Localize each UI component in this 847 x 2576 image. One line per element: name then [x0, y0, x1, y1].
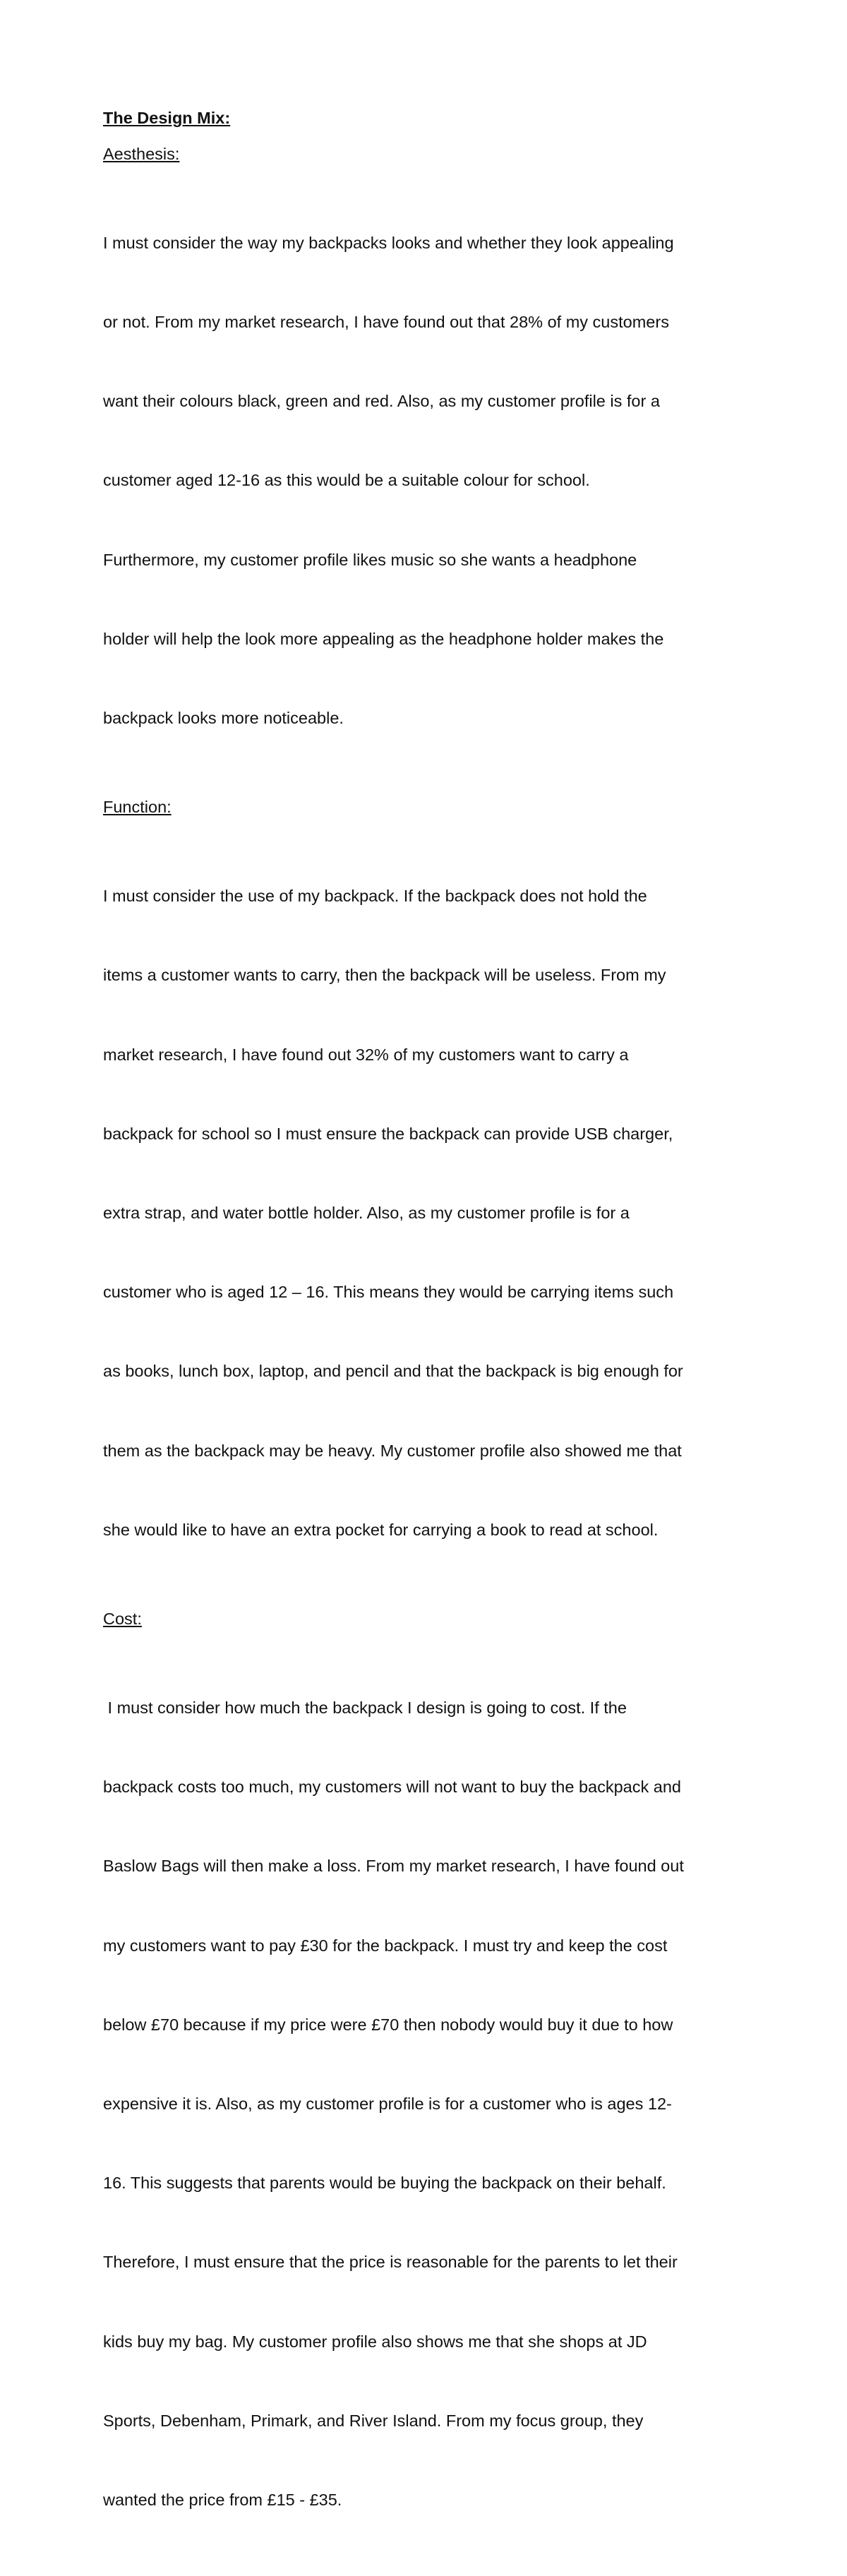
text-line: Therefore, I must ensure that the price is reasonable for the parents to let their	[103, 2253, 678, 2272]
text-line: backpack looks more noticeable.	[103, 709, 344, 728]
text-line: customer who is aged 12 – 16. This means they would be carrying items such	[103, 1283, 674, 1302]
text-line: want their colours black, green and red. Also, as my customer profile is for a	[103, 392, 660, 411]
text-line: Baslow Bags will then make a loss. From my market research, I have found out	[103, 1857, 684, 1876]
text-line: holder will help the look more appealing as the headphone holder makes the	[103, 629, 664, 648]
text-line: backpack for school so I must ensure the backpack can provide USB charger,	[103, 1124, 673, 1143]
text-line: Sports, Debenham, Primark, and River Island. From my focus group, they	[103, 2411, 644, 2430]
text-line: market research, I have found out 32% of my customers want to carry a	[103, 1045, 629, 1064]
text-line: my customers want to pay £30 for the backpack. I must try and keep the cost	[103, 1936, 668, 1955]
section-paragraph-cost	[103, 1642, 759, 2566]
text-line: backpack costs too much, my customers will not want to buy the backpack and	[103, 1778, 681, 1797]
text-line: I must consider the use of my backpack. If the backpack does not hold the	[103, 887, 647, 906]
text-line: items a customer wants to carry, then the backpack will be useless. From my	[103, 966, 666, 985]
text-line: as books, lunch box, laptop, and pencil and that the backpack is big enough for	[103, 1362, 683, 1381]
section-heading-aesthesis: Aesthesis:	[103, 145, 180, 163]
text-line: kids buy my bag. My customer profile also shows me that she shops at JD	[103, 2332, 647, 2351]
text-line: 16. This suggests that parents would be buying the backpack on their behalf.	[103, 2174, 666, 2193]
text-line: she would like to have an extra pocket for carrying a book to read at school.	[103, 1520, 659, 1539]
text-line: I must consider the way my backpacks looks and whether they look appealing	[103, 233, 674, 252]
document-title: The Design Mix:	[103, 109, 231, 127]
text-line: them as the backpack may be heavy. My customer profile also showed me that	[103, 1441, 682, 1460]
section-paragraph-aesthesis	[103, 177, 759, 784]
text-line: customer aged 12-16 as this would be a suitable colour for school.	[103, 471, 590, 490]
text-line: below £70 because if my price were £70 then nobody would buy it due to how	[103, 2015, 673, 2034]
text-line: wanted the price from £15 - £35.	[103, 2491, 342, 2510]
section-paragraph-function	[103, 830, 759, 1596]
text-line: extra strap, and water bottle holder. Also, as my customer profile is for a	[103, 1204, 630, 1223]
text-line: I must consider how much the backpack I design is going to cost. If the	[103, 1698, 627, 1717]
section-heading-cost: Cost:	[103, 1610, 142, 1629]
text-line: Furthermore, my customer profile likes music so she wants a headphone	[103, 550, 637, 569]
text-line: expensive it is. Also, as my customer profile is for a customer who is ages 12-	[103, 2095, 672, 2114]
document-body	[103, 105, 759, 2576]
section-heading-function: Function:	[103, 798, 172, 817]
text-line: or not. From my market research, I have found out that 28% of my customers	[103, 313, 669, 332]
